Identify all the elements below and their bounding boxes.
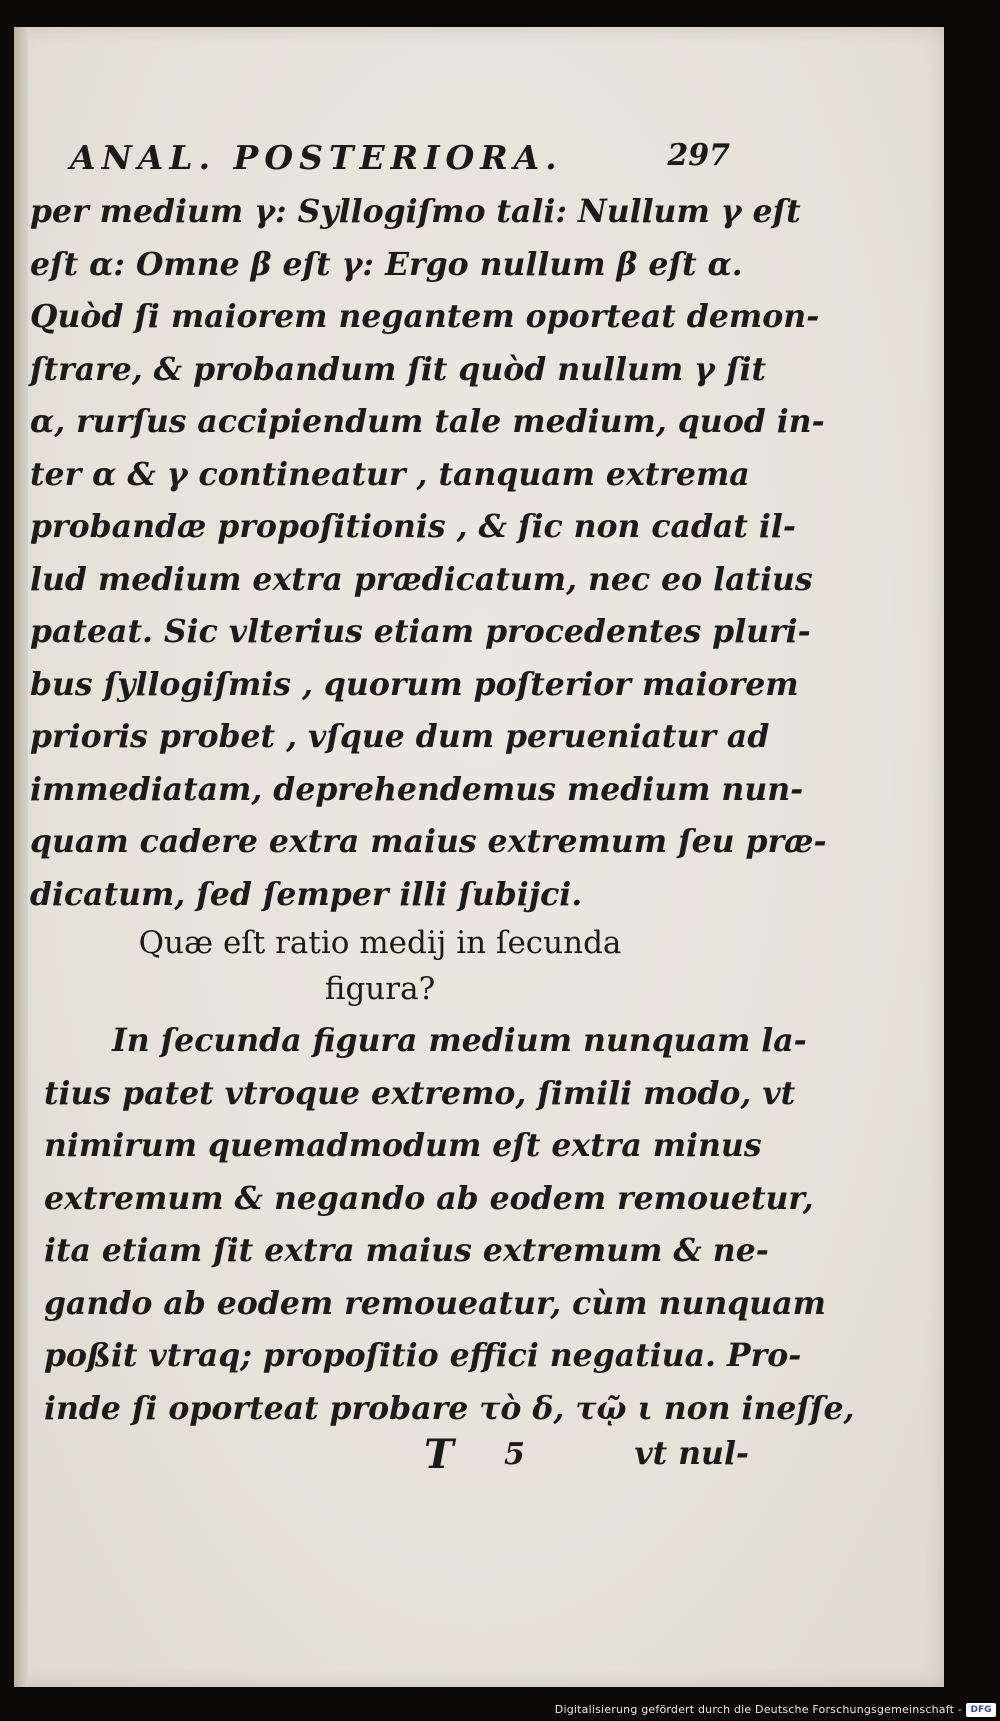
signature-line [44, 1431, 749, 1483]
page-gutter-edge [14, 27, 28, 1687]
section-heading [60, 920, 700, 1012]
paragraph-2 [44, 1015, 855, 1435]
signature-number: 5 [504, 1437, 525, 1472]
running-head: ANAL. POSTERIORA. [70, 138, 563, 177]
text-line: tius patet vtroque extremo, ſimili modo, vt [44, 1074, 796, 1112]
text-line: Quòd ſi maiorem negantem oporteat demon- [30, 298, 820, 335]
text-line: probandæ propoſitionis , & ſic non cadat il- [30, 508, 796, 545]
text-line: bus ſyllogiſmis , quorum poſterior maiorem [30, 665, 799, 703]
text-line: α, rurſus accipiendum tale medium, quod in- [30, 403, 825, 440]
text-line: per medium γ: Syllogiſmo tali: Nullum γ eſt [30, 193, 801, 230]
text-line: dicatum, ſed ſemper illi ſubijci. [30, 875, 583, 913]
text-line: inde ſi oporteat probare τὸ δ, τῷ ι non ineſſe, [44, 1389, 855, 1427]
text-line: ter α & γ contineatur , tanquam extrema [30, 455, 750, 493]
page-number: 297 [667, 138, 730, 173]
text-line: immediatam, deprehendemus medium nun- [30, 770, 804, 808]
text-line: poßit vtraq; propoſitio effici negatiua. Pro- [44, 1337, 802, 1374]
digitization-footer [0, 1695, 1000, 1721]
paragraph-1 [30, 186, 827, 921]
section-heading-line-2: figura? [324, 971, 436, 1007]
text-line: eſt α: Omne β eſt γ: Ergo nullum β eſt α. [30, 245, 743, 283]
funding-note: Digitalisierung gefördert durch die Deutsche Forschungsgemeinschaft - [554, 1703, 962, 1716]
text-line: pateat. Sic vlterius etiam procedentes pluri- [30, 613, 811, 650]
text-line: gando ab eodem remoueatur, cùm nunquam [44, 1284, 826, 1322]
text-line: extremum & negando ab eodem remouetur, [44, 1179, 814, 1217]
section-heading-line-1: Quæ eſt ratio medij in ſecunda [138, 925, 622, 961]
text-line: In ſecunda figura medium nunquam la- [112, 1022, 807, 1059]
text-line: prioris probet , vſque dum perueniatur ad [30, 718, 770, 755]
text-line: ſtrare, & probandum ſit quòd nullum γ ſit [30, 350, 767, 388]
text-line: nimirum quemadmodum eſt extra minus [44, 1127, 762, 1164]
text-line: ita etiam ſit extra maius extremum & ne- [44, 1232, 769, 1269]
text-line: lud medium extra prædicatum, nec eo latius [30, 560, 813, 598]
dfg-logo: DFG [966, 1703, 996, 1717]
signature-mark: T [424, 1431, 454, 1478]
text-line: quam cadere extra maius extremum ſeu præ- [30, 823, 827, 860]
catchword: vt nul- [634, 1435, 749, 1472]
